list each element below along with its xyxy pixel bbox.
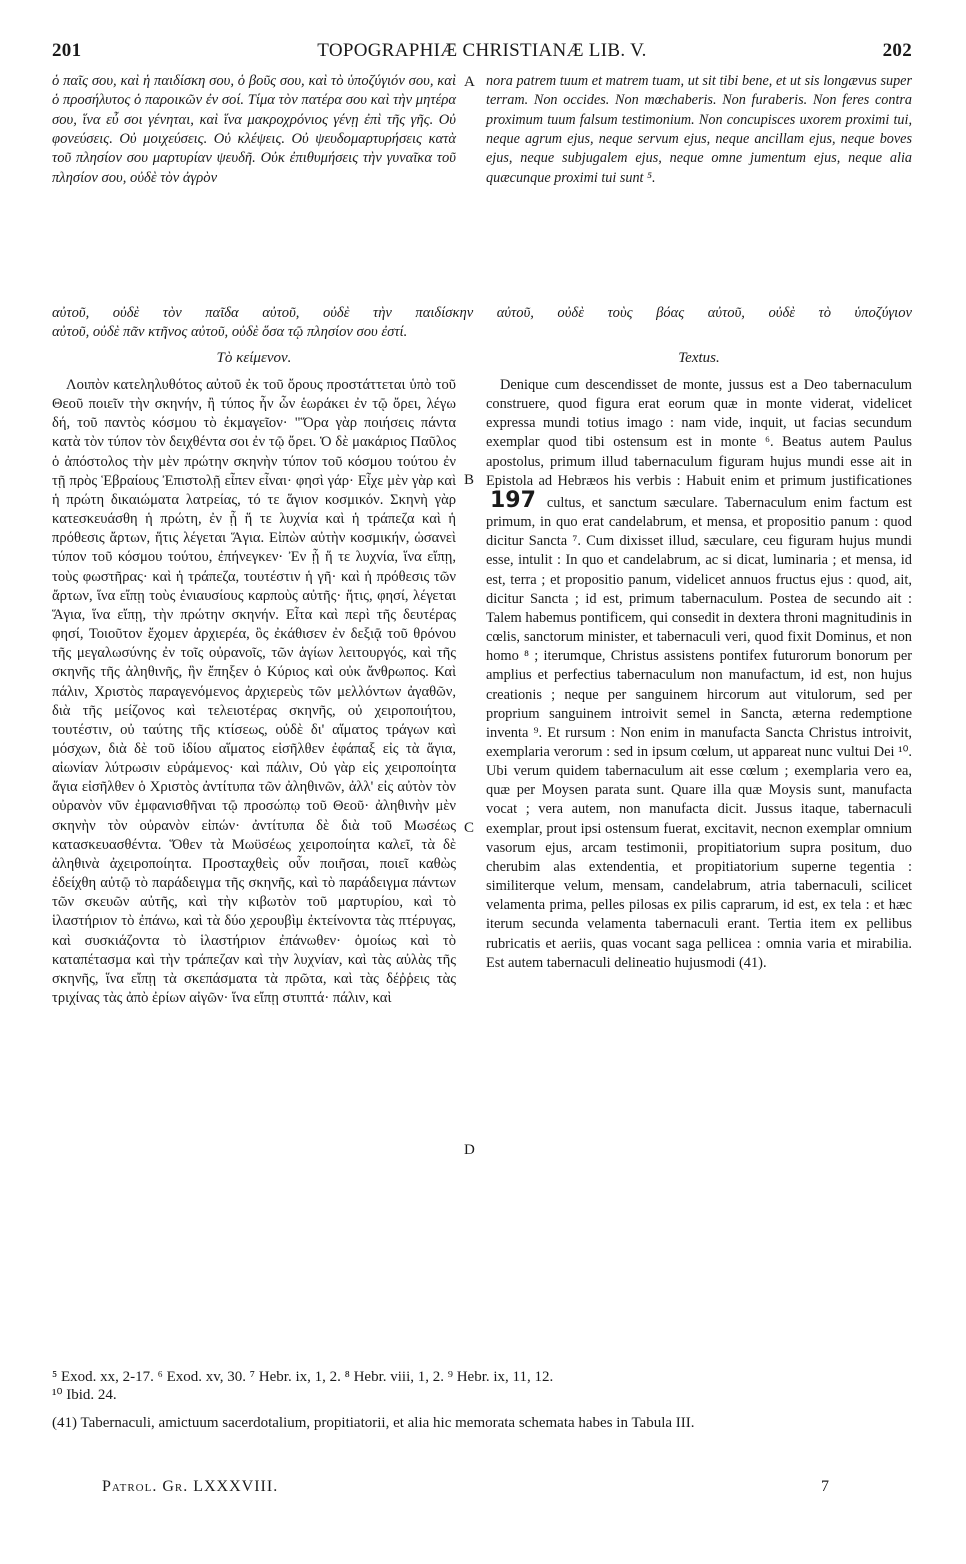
footer-signature: 7 [821, 1478, 830, 1495]
section-marker-d: D [464, 1142, 475, 1158]
latin-text-top: nora patrem tuum et matrem tuam, ut sit tibi bene, et ut sis longævus super terram. Non occides. Non mœchaberis. Non furaberis. Non feres contra proximum tuum falsum testimonium. Non concupisces uxorem proximi tui, neque agrum ejus, neque servum ejus, neque ancillam ejus, neque boves ejus, neque subjugalem ejus, neque omne jumentum ejus, neque alia quæcunque proximi tui sunt ⁵. [486, 73, 912, 186]
latin-body-part-2: cultus, et sanctum sæculare. Tabernaculum enim factum est primum, in quo erat candelabrum, et mensa, et propositio panum : quod dicitur Sancta ⁷. Cum dixisset illud, sæculare, ceu figuram hujus mundi esse, intulit : In quo et candelabrum, ac si dicat, luminaria ; et mensa, id est, terra ; et propositio panum, videlicet annuos fructus ejus : quod, ait, dicitur Sancta ; id est, primum tabernaculum. Postea de secundo ait : Talem habemus pontificem, qui consedit in dextera throni magnitudinis in cœlis, sanctorum minister, et tabernaculi veri, quod fixit Dominus, et non homo ⁸ ; iterumque, Christus assistens pontifex futurorum bonorum per amplius et perfectius tabernaculum non manufactum, id est, non hujus creationis ; neque per sanguinem hircorum aut vitulorum, sed per proprium sanguinem introivit semel in Sancta, æterna redemptione inventa ⁹. Et rursum : Non enim in manufacta Sancta Christus introivit, exemplaria verorum : sed in ipsum cœlum, ut appareat nunc vultui Dei ¹⁰. Ubi verum quidem tabernaculum ait esse cœlum ; exemplaria vero ea, quæ per Moysen parata sunt. Quare illa quæ Moysis sunt, manufacta vocat ; vera autem, non manufacta dicit. Jussus itaque, tabernaculi exemplar, prout ipsi ostensum fuerat, excitavit, necnon exemplar omnium vasorum ejus, arcam testimonii, propitiatorium supra positum, duo cherubim alas extendentia, et propitiatorium superne tegentia : similiterque velum, mensam, candelabrum, atria tabernaculi, scilicet velamenta prima, pelles pilosas ex pilis caprarum, id est, ex tela : et hæc iterum secunda velamenta tabernaculi erant. Tertia item ex pellibus rubricatis et aeriis, quas vocant saga pellicea : omnia varia et mirabilia. Est autem tabernaculi delineatio hujusmodi (41). [486, 494, 912, 971]
greek-wide-line-2: αὐτοῦ, οὐδὲ πᾶν κτῆνος αὐτοῦ, οὐδὲ ὅσα τῷ πλησίον σου ἐστί. [52, 324, 408, 341]
heading-greek: Τὸ κείμενον. [216, 350, 292, 366]
greek-column-top [52, 72, 456, 188]
page-number-right: 202 [882, 40, 912, 61]
section-marker-c: C [464, 820, 475, 836]
latin-body-part-1: Denique cum descendisset de monte, jussus est a Deo tabernaculum construere, quod figura erat eorum quæ in monte viderat, videlicet expressa mundi totius imago : nam vide, inquit, ut facias secundum exemplar quod tibi ostensum est in monte ⁶. Beatus autem Paulus apostolus, primum illud tabernaculum figuram hujus mundi esse ait in Epistola ad Hebræos his verbis : Habuit enim et primum justificationes [486, 377, 912, 489]
footnote-line-2: ¹⁰ Ibid. 24. [52, 1387, 117, 1403]
footnote-41: (41) Tabernaculi, amictuum sacerdotalium, propitiatorii, et alia hic memorata schemata habes in Tabula III. [52, 1415, 695, 1431]
latin-column-top [486, 72, 912, 188]
page-footer [52, 1478, 912, 1502]
greek-column-body [52, 376, 456, 1008]
section-headings [52, 350, 912, 372]
footer-series: Patrol. Gr. LXXXVIII. [102, 1478, 279, 1495]
section-marker-b: B [464, 472, 475, 488]
running-header [52, 38, 912, 68]
greek-body-text: Λοιπὸν κατεληλυθότος αὐτοῦ ἐκ τοῦ ὄρους προστάττεται ὑπὸ τοῦ Θεοῦ ποιεῖν τὴν σκηνήν, ἢ τύπος ἦν ὧν ἑωράκει ἐν τῷ ὄρει, λέγω δή, τοῦ παντὸς κόσμου τὸ ἐκμαγεῖον· "Ὅρα γὰρ ποιήσεις πάντα κατὰ τὸν τύπον τὸν δειχθέντα σοι ἐν τῷ ὄρει. Ὁ δὲ μακάριος Παῦλος ὁ ἀπόστολος τὴν μὲν πρώτην σκηνὴν τύπον τοῦ κόσμου τούτου ἐν τῇ πρὸς Ἑβραίους Ἐπιστολῇ εἶπεν εἶναι· φησὶ γάρ· Εἶχε μὲν γὰρ καὶ ἡ πρώτη δικαιώματα λατρείας, τό τε ἅγιον κοσμικόν. Σκηνὴ γὰρ κατεσκευάσθη ἡ πρώτη, ἐν ᾗ ἥ τε λυχνία καὶ ἡ τράπεζα καὶ ἡ πρόθεσις ἄρτων, ἥτις λέγεται Ἅγια. Εἰπὼν αὐτὴν κοσμικήν, ὡσανεὶ τύπον τοῦ κόσμου τούτου, ἐπήνεγκεν· Ἐν ᾗ ἥ τε λυχνία, ἵνα εἴπῃ, τοὺς φωστῆρας· καὶ ἡ τράπεζα, τουτέστιν ἡ γῆ· καὶ ἡ πρόθεσις τῶν ἄρτων, ἵνα εἴπῃ τοὺς ἐνιαυσίους καρποὺς αὐτῆς· ἥτις, φησί, λέγεται Ἅγια, ἵνα εἴπῃ, τὴν πρώτην σκηνήν. Εἶτα καὶ περὶ τῆς δευτέρας φησί, Τοιοῦτον ἔχομεν ἀρχιερέα, ὃς ἐκάθισεν ἐν δεξιᾷ τοῦ θρόνου τῆς μεγαλωσύνης ἐν τοῖς οὐρανοῖς, τῶν ἁγίων λειτουργός, καὶ τῆς σκηνῆς τῆς ἀληθινῆς, ἣν ἔπηξεν ὁ Κύριος καὶ οὐκ ἄνθρωπος. Καὶ πάλιν, Χριστὸς παραγενόμενος ἀρχιερεὺς τῶν μελλόντων ἀγαθῶν, διὰ τῆς μείζονος καὶ τελειοτέρας σκηνῆς, οὐ χειροποιήτου, τουτέστιν, οὐ ταύτης τῆς κτίσεως, οὐδὲ δι' αἵματος τράγων καὶ μόσχων, διὰ δὲ τοῦ ἰδίου αἵματος εἰσῆλθεν ἐφάπαξ εἰς τὰ ἅγια, αἰωνίαν λύτρωσιν εὑράμενος· καὶ πάλιν, Οὐ γὰρ εἰς χειροποίητα ἅγια εἰσῆλθεν ὁ Χριστὸς ἀντίτυπα τῶν ἀληθινῶν, ἀλλ' εἰς αὐτὸν τὸν οὐρανὸν νῦν ἐμφανισθῆναι τῷ προσώπῳ τοῦ Θεοῦ· ἀληθινὴν μὲν σκηνὴν τὸν οὐρανὸν εἰπών· ἀντίτυπα δὲ διὰ τοῦ Μωσέως κατασκευασθέντα. Ὅθεν τὰ Μωϋσέως χειροποίητα καλεῖ, τὰ δὲ ἀληθινὰ ἀχειροποίητα. Προσταχθεὶς οὖν ποιῆσαι, ποιεῖ καθὼς ἐδείχθη αὐτῷ τὸ παράδειγμα τῆς σκηνῆς, καὶ τὸ παράδειγμα πάντων τῶν σκευῶν αὐτῆς, καὶ τὴν κιβωτὸν τοῦ μαρτυρίου, καὶ τὸ ἱλαστήριον τὸ ἐπάνω, καὶ τὰ δύο χερουβὶμ ἐκτείνοντα τὰς πτέρυγας, καὶ συσκιάζοντα τὸ ἱλαστήριον ἐπάνωθεν· ὁμοίως καὶ τὸ καταπέτασμα καὶ τὴν τράπεζαν καὶ τὴν λυχνίαν, καὶ τὰς αὐλὰς τῆς σκηνῆς, ἵνα εἴπῃ τὰ σκεπάσματα τὰ πρῶτα, καὶ τὰς δέῤῥεις τὰς τριχίνας τὰς ἀπὸ ἐρίων αἰγῶν· ἵνα εἴπῃ στυπτά· πάλιν, καὶ [52, 377, 456, 1006]
page-number-left: 201 [52, 40, 82, 61]
running-title: TOPOGRAPHIÆ CHRISTIANÆ LIB. V. [317, 40, 647, 61]
heading-latin: Textus. [678, 350, 720, 366]
latin-body-text [486, 376, 912, 973]
column-number: 197 [490, 487, 536, 513]
greek-text-top: ὁ παῖς σου, καὶ ἡ παιδίσκη σου, ὁ βοῦς σου, καὶ τὸ ὑποζύγιόν σου, καὶ ὁ προσήλυτος ὁ παροικῶν ἐν σοί. Τίμα τὸν πατέρα σου καὶ τὴν μητέρα σου, ἵνα εὖ σοι γένηται, καὶ ἵνα μακροχρόνιος γένῃ ἐπὶ τῆς γῆς. Οὐ φονεύσεις. Οὐ μοιχεύσεις. Οὐ κλέψεις. Οὐ ψευδομαρτυρήσεις κατὰ τοῦ πλησίον σου μαρτυρίαν ψευδῆ. Οὐκ ἐπιθυμήσεις τὴν γυναῖκα τοῦ πλησίον σου, οὐδὲ τὸν ἀγρὸν [52, 73, 456, 186]
footnote-line-1: ⁵ Exod. xx, 2-17. ⁶ Exod. xv, 30. ⁷ Hebr. ix, 1, 2. ⁸ Hebr. viii, 1, 2. ⁹ Hebr. ix, 11, 12. [52, 1369, 554, 1385]
latin-column-body [486, 376, 912, 973]
page [52, 38, 912, 1528]
section-marker-a: A [464, 74, 475, 90]
greek-wide-lines [52, 304, 912, 343]
footnotes [52, 1368, 912, 1432]
greek-wide-line-1: αὐτοῦ, οὐδὲ τὸν παῖδα αὐτοῦ, οὐδὲ τὴν παιδίσκην αὐτοῦ, οὐδὲ τοὺς βόας αὐτοῦ, οὐδὲ τὸ ὑποζύγιον [52, 305, 912, 321]
